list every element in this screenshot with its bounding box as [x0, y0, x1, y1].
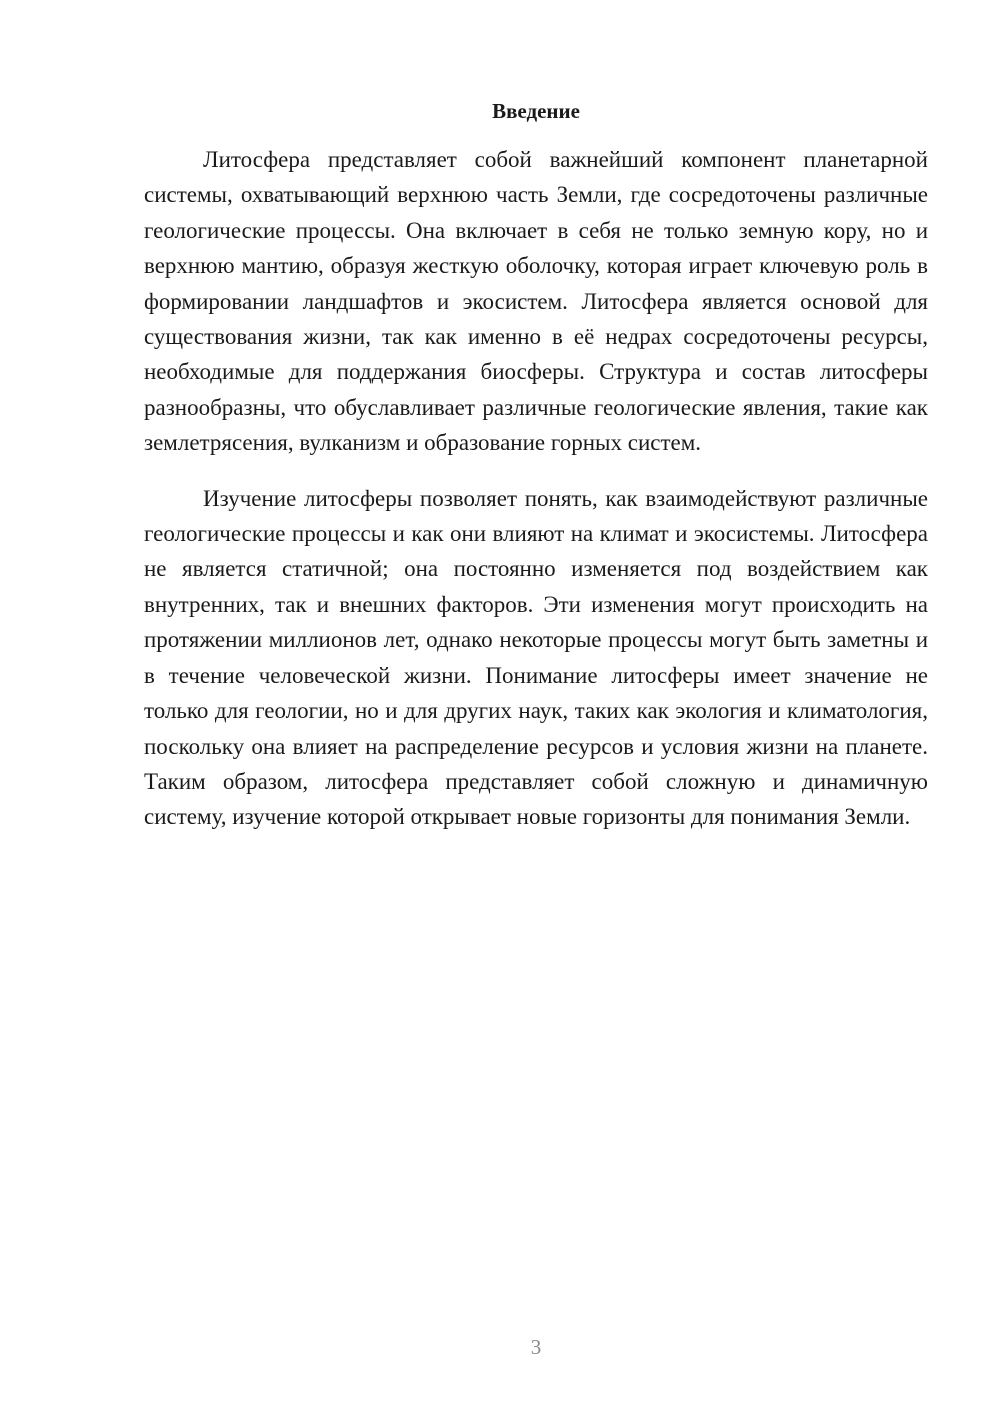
- paragraph-2: Изучение литосферы позволяет понять, как взаимодействуют различные геологические процессы и как они влияют на климат и экосистемы. Литосфера не является статичной; она постоянно изменяется под воздействием как внутренних, так и внешних факторов. Эти изменения могут происходить на протяжении миллионов лет, однако некоторые процессы могут быть заметны и в течение человеческой жизни. Понимание литосферы имеет значение не только для геологии, но и для других наук, таких как экология и климатология, поскольку она влияет на распределение ресурсов и условия жизни на планете. Таким образом, литосфера представляет собой сложную и динамичную систему, изучение которой открывает новые горизонты для понимания Земли.: [144, 485, 928, 830]
- page-number: 3: [530, 1335, 542, 1359]
- section-title: Введение: [492, 99, 580, 123]
- page-content: [144, 96, 928, 835]
- paragraph-1: Литосфера представляет собой важнейший компонент планетарной системы, охватывающий верхнюю часть Земли, где сосредоточены различные геологические процессы. Она включает в себя не только земную кору, но и верхнюю мантию, образуя жесткую оболочку, которая играет ключевую роль в формировании ландшафтов и экосистем. Литосфера является основой для существования жизни, так как именно в её недрах сосредоточены ресурсы, необходимые для поддержания биосферы. Структура и состав литосферы разнообразны, что обуславливает различные геологические явления, такие как землетрясения, вулканизм и образование горных систем.: [144, 147, 928, 456]
